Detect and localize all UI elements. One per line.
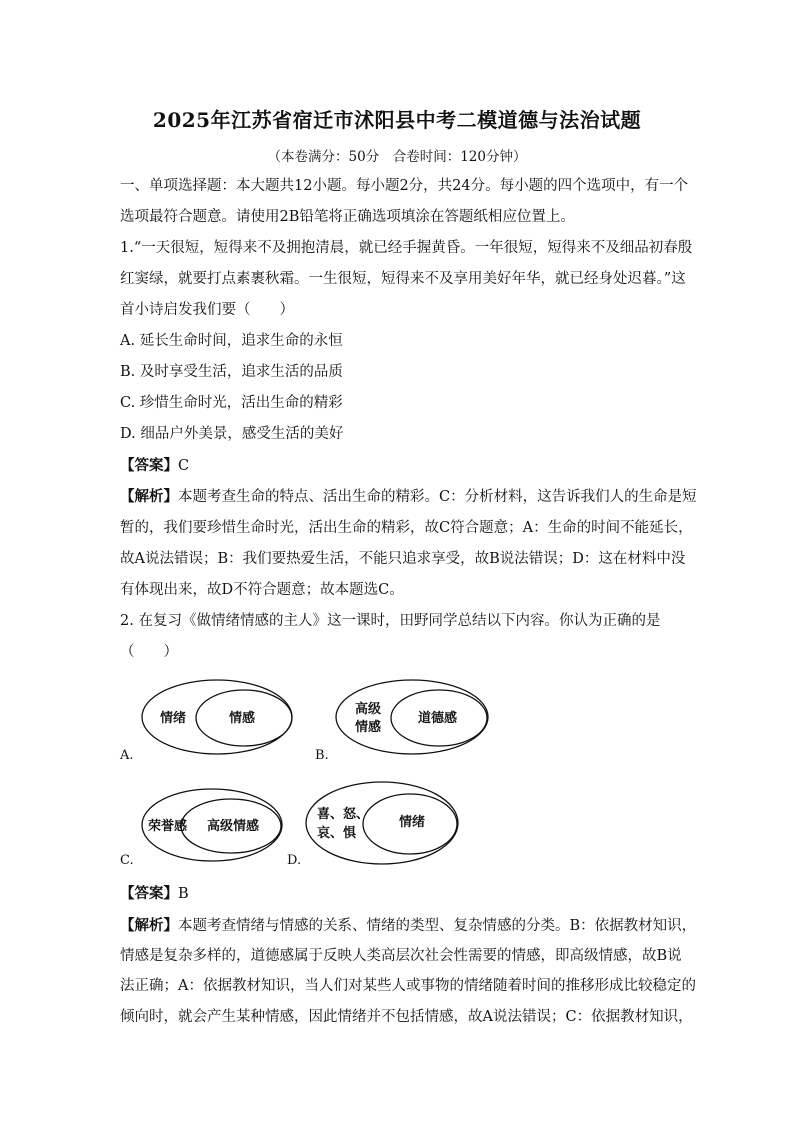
venn-c-outer-label: 荣誉感 xyxy=(148,819,188,834)
q2-analysis-tag: 【解析】 xyxy=(120,917,178,934)
q1-answer xyxy=(120,456,685,476)
q2-stem-line2: （ ） xyxy=(120,644,178,660)
venn-diagram-d xyxy=(303,780,463,868)
page-subtitle: （本卷满分：50分 合卷时间：120分钟） xyxy=(267,149,527,165)
venn-c-inner-label: 高级情感 xyxy=(207,819,260,834)
venn-b-inner-label: 道德感 xyxy=(418,711,458,726)
venn-d-outer-ellipse xyxy=(306,782,458,864)
q2-analysis-line3: 法正确；A：依据教材知识，当人们对某些人或事物的情绪随着时间的推移形成比较稳定的 xyxy=(120,978,696,994)
q2-analysis-line1 xyxy=(120,916,697,936)
q1-option-a: A. 延长生命时间，追求生命的永恒 xyxy=(120,333,343,349)
q1-option-d: D. 细品户外美景，感受生活的美好 xyxy=(120,426,344,442)
section-instruction-line1: 一、单项选择题：本大题共12小题。每小题2分，共24分。每小题的四个选项中，有一个 xyxy=(120,178,689,194)
q1-stem-line3: 首小诗启发我们要（ ） xyxy=(120,302,294,318)
q1-analysis-tag: 【解析】 xyxy=(120,488,178,505)
venn-b-outer-ellipse xyxy=(336,680,488,754)
diagram-d-label: D. xyxy=(287,853,302,868)
q1-analysis-line3: 故A说法错误；B：我们要热爱生活，不能只追求享受，故B说法错误；D：这在材料中没 xyxy=(120,551,686,567)
q1-answer-tag: 【答案】 xyxy=(120,457,178,474)
venn-a-outer-label: 情绪 xyxy=(160,711,187,726)
diagram-a-label: A. xyxy=(120,748,134,763)
q1-analysis-line2: 暂的，我们要珍惜生命时光，活出生命的精彩，故C符合题意；A：生命的时间不能延长， xyxy=(120,520,693,536)
venn-diagram-b xyxy=(333,678,493,758)
venn-diagram-c xyxy=(140,787,300,867)
q1-option-c: C. 珍惜生命时光，活出生命的精彩 xyxy=(120,395,343,411)
venn-a-inner-label: 情感 xyxy=(229,711,256,726)
q2-answer xyxy=(120,884,685,904)
venn-d-outer-label-1: 喜、怒、 xyxy=(317,807,370,822)
venn-diagram-a xyxy=(140,678,300,758)
q1-answer-value: C xyxy=(178,458,190,474)
page-title: 2025年江苏省宿迁市沭阳县中考二模道德与法治试题 xyxy=(152,108,642,132)
q1-analysis-line4: 有体现出来，故D不符合题意；故本题选C。 xyxy=(120,582,404,598)
q2-analysis-line4: 倾向时，就会产生某种情感，因此情绪并不包括情感，故A说法错误；C：依据教材知识， xyxy=(120,1009,693,1025)
q1-analysis-text1: 本题考查生命的特点、活出生命的精彩。C：分析材料，这告诉我们人的生命是短 xyxy=(178,489,697,505)
q2-answer-value: B xyxy=(178,886,189,902)
diagram-c-label: C. xyxy=(120,853,134,868)
q1-stem-line1: 1.“一天很短，短得来不及拥抱清晨，就已经手握黄昏。一年很短，短得来不及细品初春殷 xyxy=(120,240,693,256)
q1-analysis-line1 xyxy=(120,487,697,507)
q1-stem-line2: 红窦绿，就要打点素裹秋霜。一生很短，短得来不及享用美好年华，就已经身处迟暮。”这 xyxy=(120,271,686,287)
venn-b-outer-label-2: 情感 xyxy=(355,720,382,735)
venn-d-outer-label-2: 哀、惧 xyxy=(317,826,357,841)
q1-option-b: B. 及时享受生活，追求生活的品质 xyxy=(120,364,343,380)
section-instruction-line2: 选项最符合题意。请使用2B铅笔将正确选项填涂在答题纸相应位置上。 xyxy=(120,209,575,225)
q2-analysis-line2: 情感是复杂多样的，道德感属于反映人类高层次社会性需要的情感，即高级情感，故B说 xyxy=(120,948,682,964)
q2-stem-line1: 2. 在复习《做情绪情感的主人》这一课时，田野同学总结以下内容。你认为正确的是 xyxy=(120,613,661,629)
diagram-b-label: B. xyxy=(315,748,329,763)
venn-d-inner-label: 情绪 xyxy=(399,815,426,830)
q2-analysis-text1: 本题考查情绪与情感的关系、情绪的类型、复杂情感的分类。B：依据教材知识， xyxy=(178,918,697,934)
q2-answer-tag: 【答案】 xyxy=(120,885,178,902)
venn-b-outer-label-1: 高级 xyxy=(355,702,382,717)
